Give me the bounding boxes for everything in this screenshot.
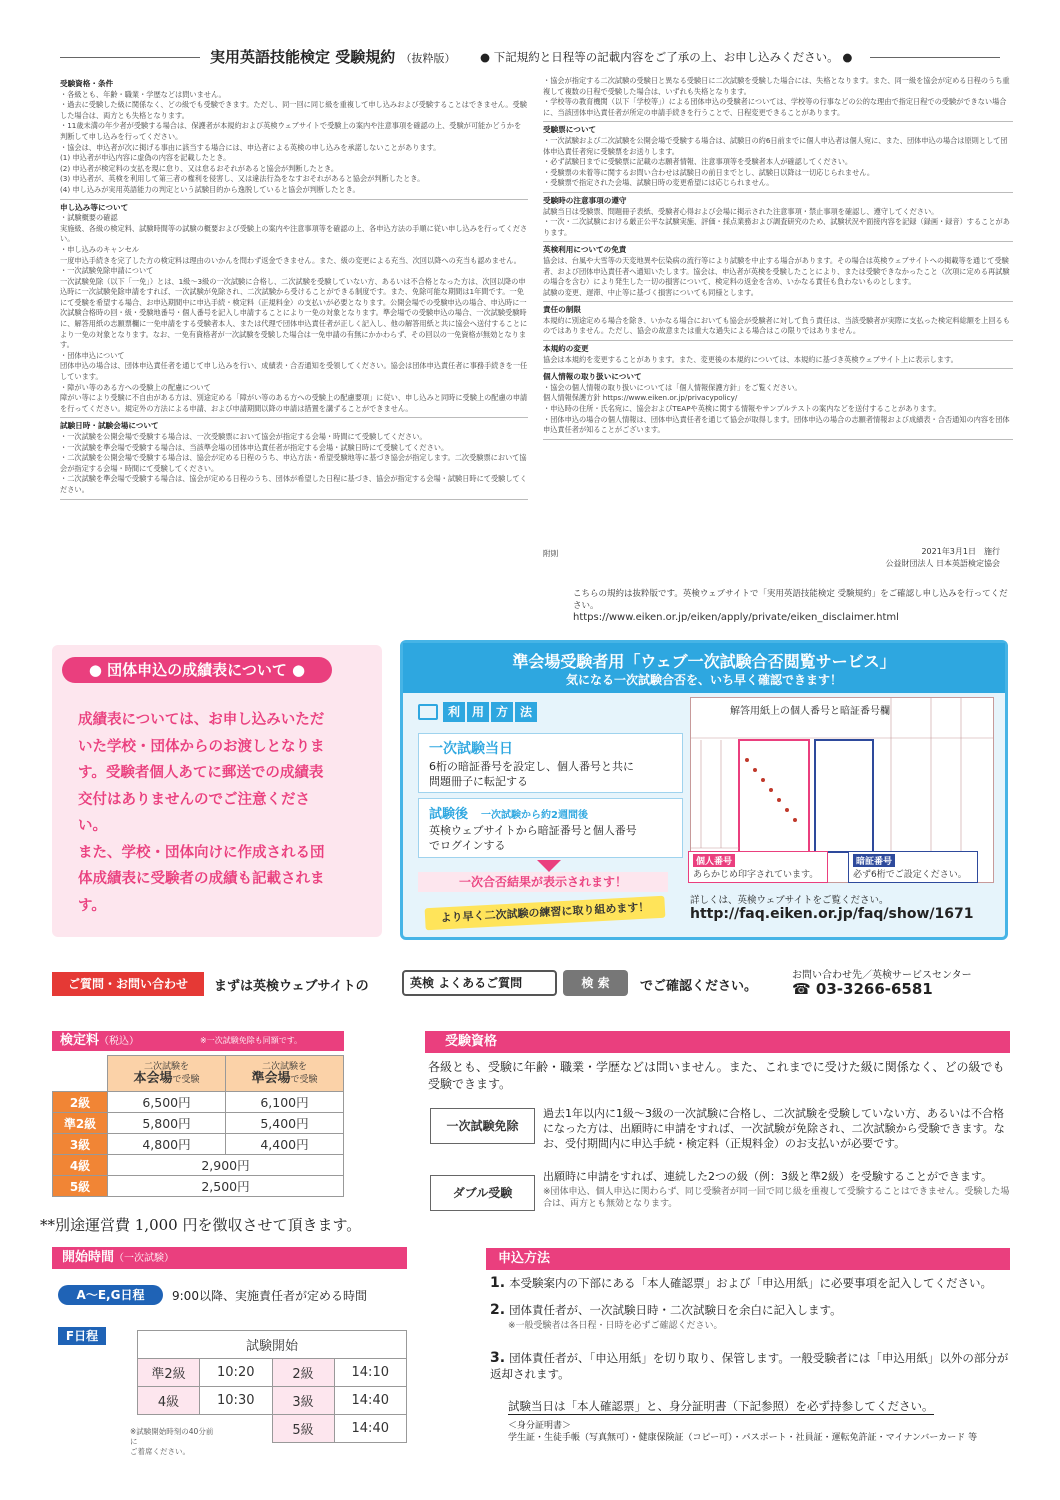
regulation-paragraph: ・一次試験および二次試験を公開会場で受験する場合は、試験日の約6日前までに個人申込者は個人宛に、また、団体申込の場合は原則として団体申込責任者宛に受験票をお送りします。 <box>543 135 1008 156</box>
step2-subtitle: 一次試験から約2週間後 <box>481 810 588 821</box>
header-rule-right <box>870 57 1000 58</box>
regulation-paragraph: ・二次試験を準会場で受験する場合は、協会が定める日程のうち、団体が希望した日程に基づき、協会が指定する会場・試験日時にて受験してください。 <box>60 474 527 494</box>
regulation-paragraph: ・学校等の教育機関（以下「学校等」）による団体申込の受験者については、学校等の行事などの公的な理由で指定日程での受験ができない場合に、当該団体申込責任者が所定の申請手続きを行うことで、日程変更できることがあります。 <box>543 97 1007 117</box>
fee-table <box>52 1055 344 1197</box>
start-time: 10:20 <box>200 1359 273 1387</box>
regulation-paragraph: (3) 申込者が、英検を利用して第三者の権利を侵害し、又は違法行為をなすおそれがあると協会が判断したとき。 <box>60 174 425 184</box>
apply-step-2 <box>490 1302 1010 1334</box>
regulation-paragraph: 協会は、台風や大雪等の天変地異や伝染病の流行等により試験を中止する場合があります。その場合は英検ウェブサイトへの掲載等を通じて受験者、および団体申込責任者へ通知いたします。協会は、申込者が英検を受験したことにより、または受験できなかったこと（次項に定める再試験の場合を含む）により発生した一切の損害について、検定料の返金を含め、いかなる責任も負わないものとします。 <box>543 255 1010 287</box>
double-exam-box: ダブル受験 <box>430 1175 535 1211</box>
regulation-paragraph: ・一次・二次試験における厳正公平な試験実施、評価・採点業務および調査研究のため、試験状況や面接内容を記録（録画・録音）することがあります。 <box>543 217 1010 237</box>
double-exam-text: 出願時に申請をすれば、連続した2つの級（例：3級と準2級）を受験することができます。 <box>543 1170 993 1183</box>
start-title: 開始時間 <box>62 1250 115 1265</box>
regulation-paragraph: 個人情報保護方針 https://www.eiken.or.jp/privacypolicy/ <box>543 393 738 403</box>
fee-note: ※一次試験免除も同額です。 <box>200 1036 303 1045</box>
id-list: 学生証・生徒手帳（写真無可）・健康保険証（コピー可）・パスポート・社員証・運転免許証・マイナンバーカード 等 <box>508 1433 978 1443</box>
regulation-paragraph: 試験の変更、遅滞、中止等に基づく損害についても同様とします。 <box>543 287 758 297</box>
regulation-paragraph: 試験当日は受験票、問題冊子表紙、受験者心得および会場に掲示された注意事項・禁止事項を確認し、遵守してください。 <box>543 206 939 216</box>
personal-number-callout <box>688 851 828 883</box>
usage-char: 方 <box>491 702 513 722</box>
regulation-paragraph: ・申し込みのキャンセル <box>60 244 140 254</box>
document-header <box>60 44 1000 72</box>
regulation-section-heading: 試験日時・試験会場について <box>60 421 159 431</box>
section-divider <box>60 199 528 200</box>
effective-date-block <box>840 546 1000 570</box>
step2-title-text: 試験後 <box>429 807 469 822</box>
section-divider <box>543 368 1013 369</box>
start-grade: 2級 <box>272 1359 334 1387</box>
supplementary-label: 附則 <box>543 549 559 558</box>
start-time: 14:40 <box>334 1415 407 1443</box>
regulation-paragraph: (1) 申込者が申込内容に虚偽の内容を記載したとき。 <box>60 153 231 163</box>
exemption-text: 過去1年以内に1級～3級の一次試験に合格し、二次試験を受験していない方、あるいは不合格になった方は、出願時に申請をすれば、一次試験が免除され、二次試験から受験できます。なお、受付期間内に申込手続・検定料（正規料金）のお支払いが必要です。 <box>543 1107 1005 1150</box>
start-row <box>138 1359 407 1387</box>
title-note: （抜粋版） <box>400 52 456 65</box>
start-row <box>138 1387 407 1415</box>
double-exam-note: ※団体申込、個人申込に関わらず、同じ受験者が同一回で同じ級を重複して受験することはできません。受験した場合は、両方とも無効となります。 <box>543 1187 1010 1209</box>
section-divider <box>60 417 528 418</box>
group-report-text: 成績表については、お申し込みいただいた学校・団体からのお渡しとなります。受験者個人あてに郵送での成績表交付はありませんのでご注意ください。 また、学校・団体向けに作成される団体成績表に受験者の成績も記載されます。 <box>78 712 325 914</box>
regulation-paragraph: ・一次試験免除申請について <box>60 266 154 276</box>
regulation-paragraph: ・協会は、申込者が次に掲げる事由に該当する場合には、申込者による英検の申し込みを承諾しないことがあります。 <box>60 142 441 152</box>
section-divider <box>543 439 1013 440</box>
fee-main: 6,500円 <box>108 1092 226 1113</box>
col1-main: 本会場 <box>133 1070 173 1086</box>
down-arrow-icon <box>537 860 561 872</box>
section-divider <box>543 340 1013 341</box>
fee-col-sub <box>226 1056 344 1092</box>
step1-title: 一次試験当日 <box>429 741 513 757</box>
step-exam-day <box>418 733 683 793</box>
regulation-section-heading: 本規約の変更 <box>543 344 589 354</box>
regulation-paragraph: ・受験票で指定された会場、試験日時の変更希望には応じられません。 <box>543 178 774 188</box>
footnote-text: こちらの規約は抜粋版です。英検ウェブサイトで「実用英語技能検定 受験規約」をご確認し申し込みを行ってください。 <box>573 589 1008 611</box>
step2-text: 英検ウェブサイトから暗証番号と個人番号 でログインする <box>429 824 637 852</box>
col1-top: 二次試験を <box>143 1061 189 1072</box>
apply-step-1-text: 本受験案内の下部にある「本人確認票」および「申込用紙」に必要事項を記入してください。 <box>509 1276 993 1290</box>
regulation-paragraph: ・団体申込の場合の個人情報は、団体申込責任者を通じて協会が取得します。団体申込の場合の志願者情報および成績表・合否通知の内容を団体申込責任者が知ることがございます。 <box>543 414 1010 435</box>
section-divider <box>60 499 528 500</box>
group-report-title: ● 団体申込の成績表について ● <box>62 657 332 683</box>
fee-grade: 3級 <box>53 1134 108 1155</box>
practice-badge: より早く二次試験の練習に取り組めます！ <box>425 896 666 931</box>
usage-char: 利 <box>443 702 465 722</box>
exemption-box: 一次試験免除 <box>430 1108 535 1144</box>
regulation-paragraph: ・障がい等のある方への受験上の配慮について <box>60 382 211 392</box>
extra-fee-note: **別途運営費 1,000 円を徴収させて頂きます。 <box>40 1216 362 1234</box>
start-grade: 5級 <box>272 1415 334 1443</box>
regulation-paragraph: ・協会が指定する二次試験の受験日と異なる受験日に二次試験を受験した場合には、失格となります。また、同一級を協会が定める日程のうち重複して複数の日程で受験した場合は、いずれも失格となります。 <box>543 76 1010 96</box>
regulation-paragraph: ・一次試験を準会場で受験する場合は、当該準会場の団体申込責任者が指定する会場・試験日時にて受験してください。 <box>60 442 449 452</box>
step-after-exam <box>418 798 683 858</box>
fee-single: 2,500円 <box>108 1176 344 1197</box>
apply-step-3-text: 団体責任者が、「申込用紙」を切り取り、保管します。一般受験者には「申込用紙」以外の部分が返却されます。 <box>490 1351 1009 1381</box>
regulation-paragraph: ・11歳未満の年少者が受験する場合は、保護者が本規約および英検ウェブサイトで受験上の案内や注意事項を確認の上、受験が可能かどうかを判断して申し込みを行ってください。 <box>60 121 522 141</box>
fee-grade: 5級 <box>53 1176 108 1197</box>
regulations-right-column <box>543 76 1013 440</box>
fee-grade: 4級 <box>53 1155 108 1176</box>
regulation-paragraph: 協会は本規約を変更することがあります。また、変更後の本規約については、本規約に基づき英検ウェブサイト上に表示します。 <box>543 354 958 364</box>
web-service-subtitle: 気になる一次試験合否を、いち早く確認できます！ <box>565 673 842 687</box>
start-time: 10:30 <box>200 1387 273 1415</box>
result-banner: 一次合否結果が表示されます！ <box>418 872 668 892</box>
schedule-f-badge: F日程 <box>58 1327 106 1345</box>
regulation-paragraph: ・申込時の住所・氏名宛に、協会およびTEAPや英検に関する情報やサンプルテストの案内などを送付することがあります。 <box>543 404 941 414</box>
schedule-aeg-text: 9:00以降、実施責任者が定める時間 <box>172 1289 367 1303</box>
pin-label: 暗証番号 <box>853 854 895 867</box>
fee-row <box>53 1155 344 1176</box>
step2-title <box>429 803 588 822</box>
start-table-head: 試験開始 <box>138 1331 407 1359</box>
section-divider <box>543 192 1013 193</box>
personal-number-label: 個人番号 <box>693 854 735 867</box>
usage-heading <box>418 700 537 724</box>
apply-heading: 申込方法 <box>486 1248 1010 1270</box>
regulation-section-heading: 英検利用についての免責 <box>543 245 627 255</box>
regulation-section-heading: 受験票について <box>543 125 597 135</box>
header-rule-left <box>60 57 200 58</box>
contact-phone: ☎ 03-3266-6581 <box>792 980 933 998</box>
start-note: ※試験開始時刻の40分前に ご着席ください。 <box>130 1427 214 1456</box>
search-button[interactable]: 検 索 <box>563 970 628 996</box>
section-divider <box>543 241 1013 242</box>
apply-step-1 <box>490 1275 1010 1291</box>
col1-tail: で受験 <box>172 1074 200 1085</box>
fee-row <box>53 1176 344 1197</box>
section-divider <box>543 121 1013 122</box>
apply-step-3 <box>490 1350 1010 1382</box>
start-grade: 3級 <box>272 1387 334 1415</box>
web-service-title: 準会場受験者用「ウェブ一次試験合否閲覧サービス」 <box>512 652 896 671</box>
fee-sub: 4,400円 <box>226 1134 344 1155</box>
regulation-paragraph: ・試験概要の確認 <box>60 213 118 223</box>
step-number: 2. <box>490 1302 506 1318</box>
fee-main: 4,800円 <box>108 1134 226 1155</box>
regulation-paragraph: ・受験票の未着等に関するお問い合わせは試験日の前日までとし、試験日以降は一切応じられません。 <box>543 167 875 177</box>
fee-header-row <box>53 1056 344 1092</box>
fee-sub: 5,400円 <box>226 1113 344 1134</box>
regulation-section-heading: 受験資格・条件 <box>60 79 114 88</box>
col2-tail: で受験 <box>290 1074 318 1085</box>
regulation-paragraph: 一次試験免除（以下「一免」）とは、1級～3級の一次試験に合格し、二次試験を受験していない方、あるいは不合格となった方は、次回以降の申込時に一次試験免除申請をすれば、一次試験が免除され、二次試験から受けることができる制度です。また、免除可能な期間は1年間です。一免にて受験を希望する場合、お申込期間中に申込手続・検定料（正規料金）の支払いが必要となります。公開会場での受験申込の場合、申込時に一次試験合格時の回・級・受験地番号・個人番号を記入し申請することにより一免の対象となります。準会場での受験申込の場合、一次試験受験時に、解答用紙の志願票欄に一免申請をする受験者本人、または代理で団体申込責任者が正しく記入し、他の解答用紙と共に協会へ送付することにより一免の対象となります。なお、一免有資格者が一次試験を受験した場合は一免申請の有無にかかわらず、その回以の一免資格が無効となります。 <box>60 276 528 350</box>
footnote-url[interactable]: https://www.eiken.or.jp/eiken/apply/private/eiken_disclaimer.html <box>573 612 899 623</box>
step-number: 1. <box>490 1275 506 1291</box>
inquiry-tag: ご質問・お問い合わせ <box>52 972 204 996</box>
qualification-text: 各級とも、受験に年齢・職業・学歴などは問いません。また、これまでに受けた級に関係なく、どの級でも受験できます。 <box>428 1060 1005 1091</box>
start-grade: 4級 <box>138 1387 200 1415</box>
start-time: 14:40 <box>334 1387 407 1415</box>
regulation-paragraph: ・一次試験を公開会場で受験する場合は、一次受験票において協会が指定する会場・時間にて受験してください。 <box>60 432 427 441</box>
regulation-section-heading: 申し込み等について <box>60 202 129 212</box>
col2-main: 準会場 <box>251 1070 291 1086</box>
id-heading: ＜身分証明書＞ <box>508 1421 572 1431</box>
search-input[interactable]: 英検 よくあるご質問 <box>402 970 557 996</box>
regulation-footnote <box>573 588 1013 624</box>
regulation-paragraph: ・必ず試験日までに受験票に記載の志願者情報、注意事項等を受験者本人が確認してください。 <box>543 157 853 167</box>
regulation-paragraph: ・二次試験を公開会場で受験する場合は、協会が定める日程のうち、申込方法・希望受験地等に基づき協会が指定します。二次受験票において協会が指定する会場・時間にて受験してください。 <box>60 453 527 473</box>
regulation-paragraph: ・団体申込について <box>60 350 125 360</box>
qualification-heading: 受験資格 <box>425 1031 1010 1053</box>
sheet-title: 解答用紙上の個人番号と暗証番号欄 <box>730 706 890 717</box>
regulation-paragraph: (4) 申し込みが実用英語能力の判定という試験目的から逸脱していると協会が判断したとき。 <box>60 184 360 194</box>
fee-row <box>53 1134 344 1155</box>
step-number: 3. <box>490 1350 506 1366</box>
regulation-paragraph: ・各級とも、年齢・職業・学歴などは問いません。 <box>60 89 226 99</box>
monitor-icon <box>418 704 438 720</box>
regulations-left-column <box>60 76 528 500</box>
schedule-aeg-badge: A～E,G日程 <box>58 1285 163 1305</box>
organization-name: 公益財団法人 日本英語検定協会 <box>885 559 1000 568</box>
pin-callout <box>848 851 978 883</box>
fee-sub: 6,100円 <box>226 1092 344 1113</box>
regulation-paragraph: 実施級、各級の検定料、試験時間等の試験の概要および受験上の案内や注意事項等を確認の上、各申込方法の手順に従い申し込みを行ってください。 <box>60 223 528 244</box>
pin-text: 必ず6桁でご設定ください。 <box>853 870 967 880</box>
fee-corner <box>53 1056 108 1092</box>
faq-link[interactable]: http://faq.eiken.or.jp/faq/show/1671 <box>690 906 974 922</box>
usage-char: 用 <box>467 702 489 722</box>
inquiry-text-2: でご確認ください。 <box>640 979 758 994</box>
start-time-heading <box>52 1247 407 1269</box>
effective-date: 2021年3月1日 施行 <box>921 547 1000 556</box>
title-text: 実用英語技能検定 受験規約 <box>210 48 396 66</box>
apply-final-note: 試験当日は「本人確認票」と、身分証明書（下記参照）を必ず持参してください。 <box>508 1399 934 1413</box>
regulation-paragraph: ・過去に受験した級に関係なく、どの級でも受験できます。ただし、同一回に同じ級を重複して申し込みおよび受験することはできません。受験した場合は、両方とも失格となります。 <box>60 100 527 120</box>
fee-title: 検定料 <box>60 1033 100 1048</box>
fee-main: 5,800円 <box>108 1113 226 1134</box>
col2-top: 二次試験を <box>261 1061 307 1072</box>
regulation-section-heading: 受験時の注意事項の遵守 <box>543 195 627 205</box>
fee-row <box>53 1092 344 1113</box>
regulation-paragraph: ・協会の個人情報の取り扱いについては「個人情報保護方針」をご覧ください。 <box>543 382 802 392</box>
inquiry-text-1: まずは英検ウェブサイトの <box>214 979 369 994</box>
detail-text: 詳しくは、英検ウェブサイトをご覧ください。 <box>690 895 889 906</box>
fee-col-main <box>108 1056 226 1092</box>
usage-char: 法 <box>515 702 537 722</box>
step1-text: 6桁の暗証番号を設定し、個人番号と共に 問題冊子に転記する <box>429 760 634 788</box>
regulation-section-heading: 責任の制限 <box>543 305 581 315</box>
fee-title-note: （税込） <box>99 1036 140 1047</box>
start-time: 14:10 <box>334 1359 407 1387</box>
fee-row <box>53 1113 344 1134</box>
start-title-note: （一次試験） <box>114 1253 175 1264</box>
start-grade: 準2級 <box>138 1359 200 1387</box>
header-notice: ● 下記規約と日程等の記載内容をご了承の上、お申し込みください。 ● <box>480 50 853 64</box>
section-divider <box>543 301 1013 302</box>
regulation-paragraph: 団体申込の場合は、団体申込責任者を通じて申し込みを行い、成績表・合否通知を受領してください。協会は団体申込責任者に事務手続きを一任しています。 <box>60 361 528 382</box>
regulation-section-heading: 個人情報の取り扱いについて <box>543 372 642 382</box>
regulation-paragraph: 本規約に別途定める場合を除き、いかなる場合においても協会が受験者に対して負う責任は、当該受験者が実際に支払った検定料総額を上回るものではありません。ただし、協会の故意または重大な過失による場合はこの限りではありません。 <box>543 315 1010 336</box>
personal-number-text: あらかじめ印字されています。 <box>693 870 819 880</box>
apply-step-2-text: 団体責任者が、一次試験日時・二次試験日を余白に記入します。 <box>509 1303 842 1317</box>
fee-single: 2,900円 <box>108 1155 344 1176</box>
start-head-row <box>138 1331 407 1359</box>
apply-step-2-note: ※一般受験者は各日程・日時を必ずご確認ください。 <box>508 1321 723 1331</box>
page-title <box>210 46 455 67</box>
fee-grade: 準2級 <box>53 1113 108 1134</box>
regulation-paragraph: 一度申込手続きを完了した方の検定料は理由のいかんを問わず返金できません。また、級の変更による充当、次回以降への充当も認めません。 <box>60 255 521 265</box>
fee-grade: 2級 <box>53 1092 108 1113</box>
regulation-paragraph: 障がい等により受験に不自由がある方は、別途定める「障がい等のある方への受験上の配慮要項」に従い、申し込みと同時に受験上の配慮の申請を行ってください。規定外の方法による申請、および申請期間以降の申請は措置を講ずることができません。 <box>60 393 528 413</box>
contact-label: お問い合わせ先／英検サービスセンター <box>792 970 972 981</box>
regulation-paragraph: (2) 申込者が検定料の支払を現に怠り、又は怠るおそれがあると協会が判断したとき。 <box>60 163 339 173</box>
